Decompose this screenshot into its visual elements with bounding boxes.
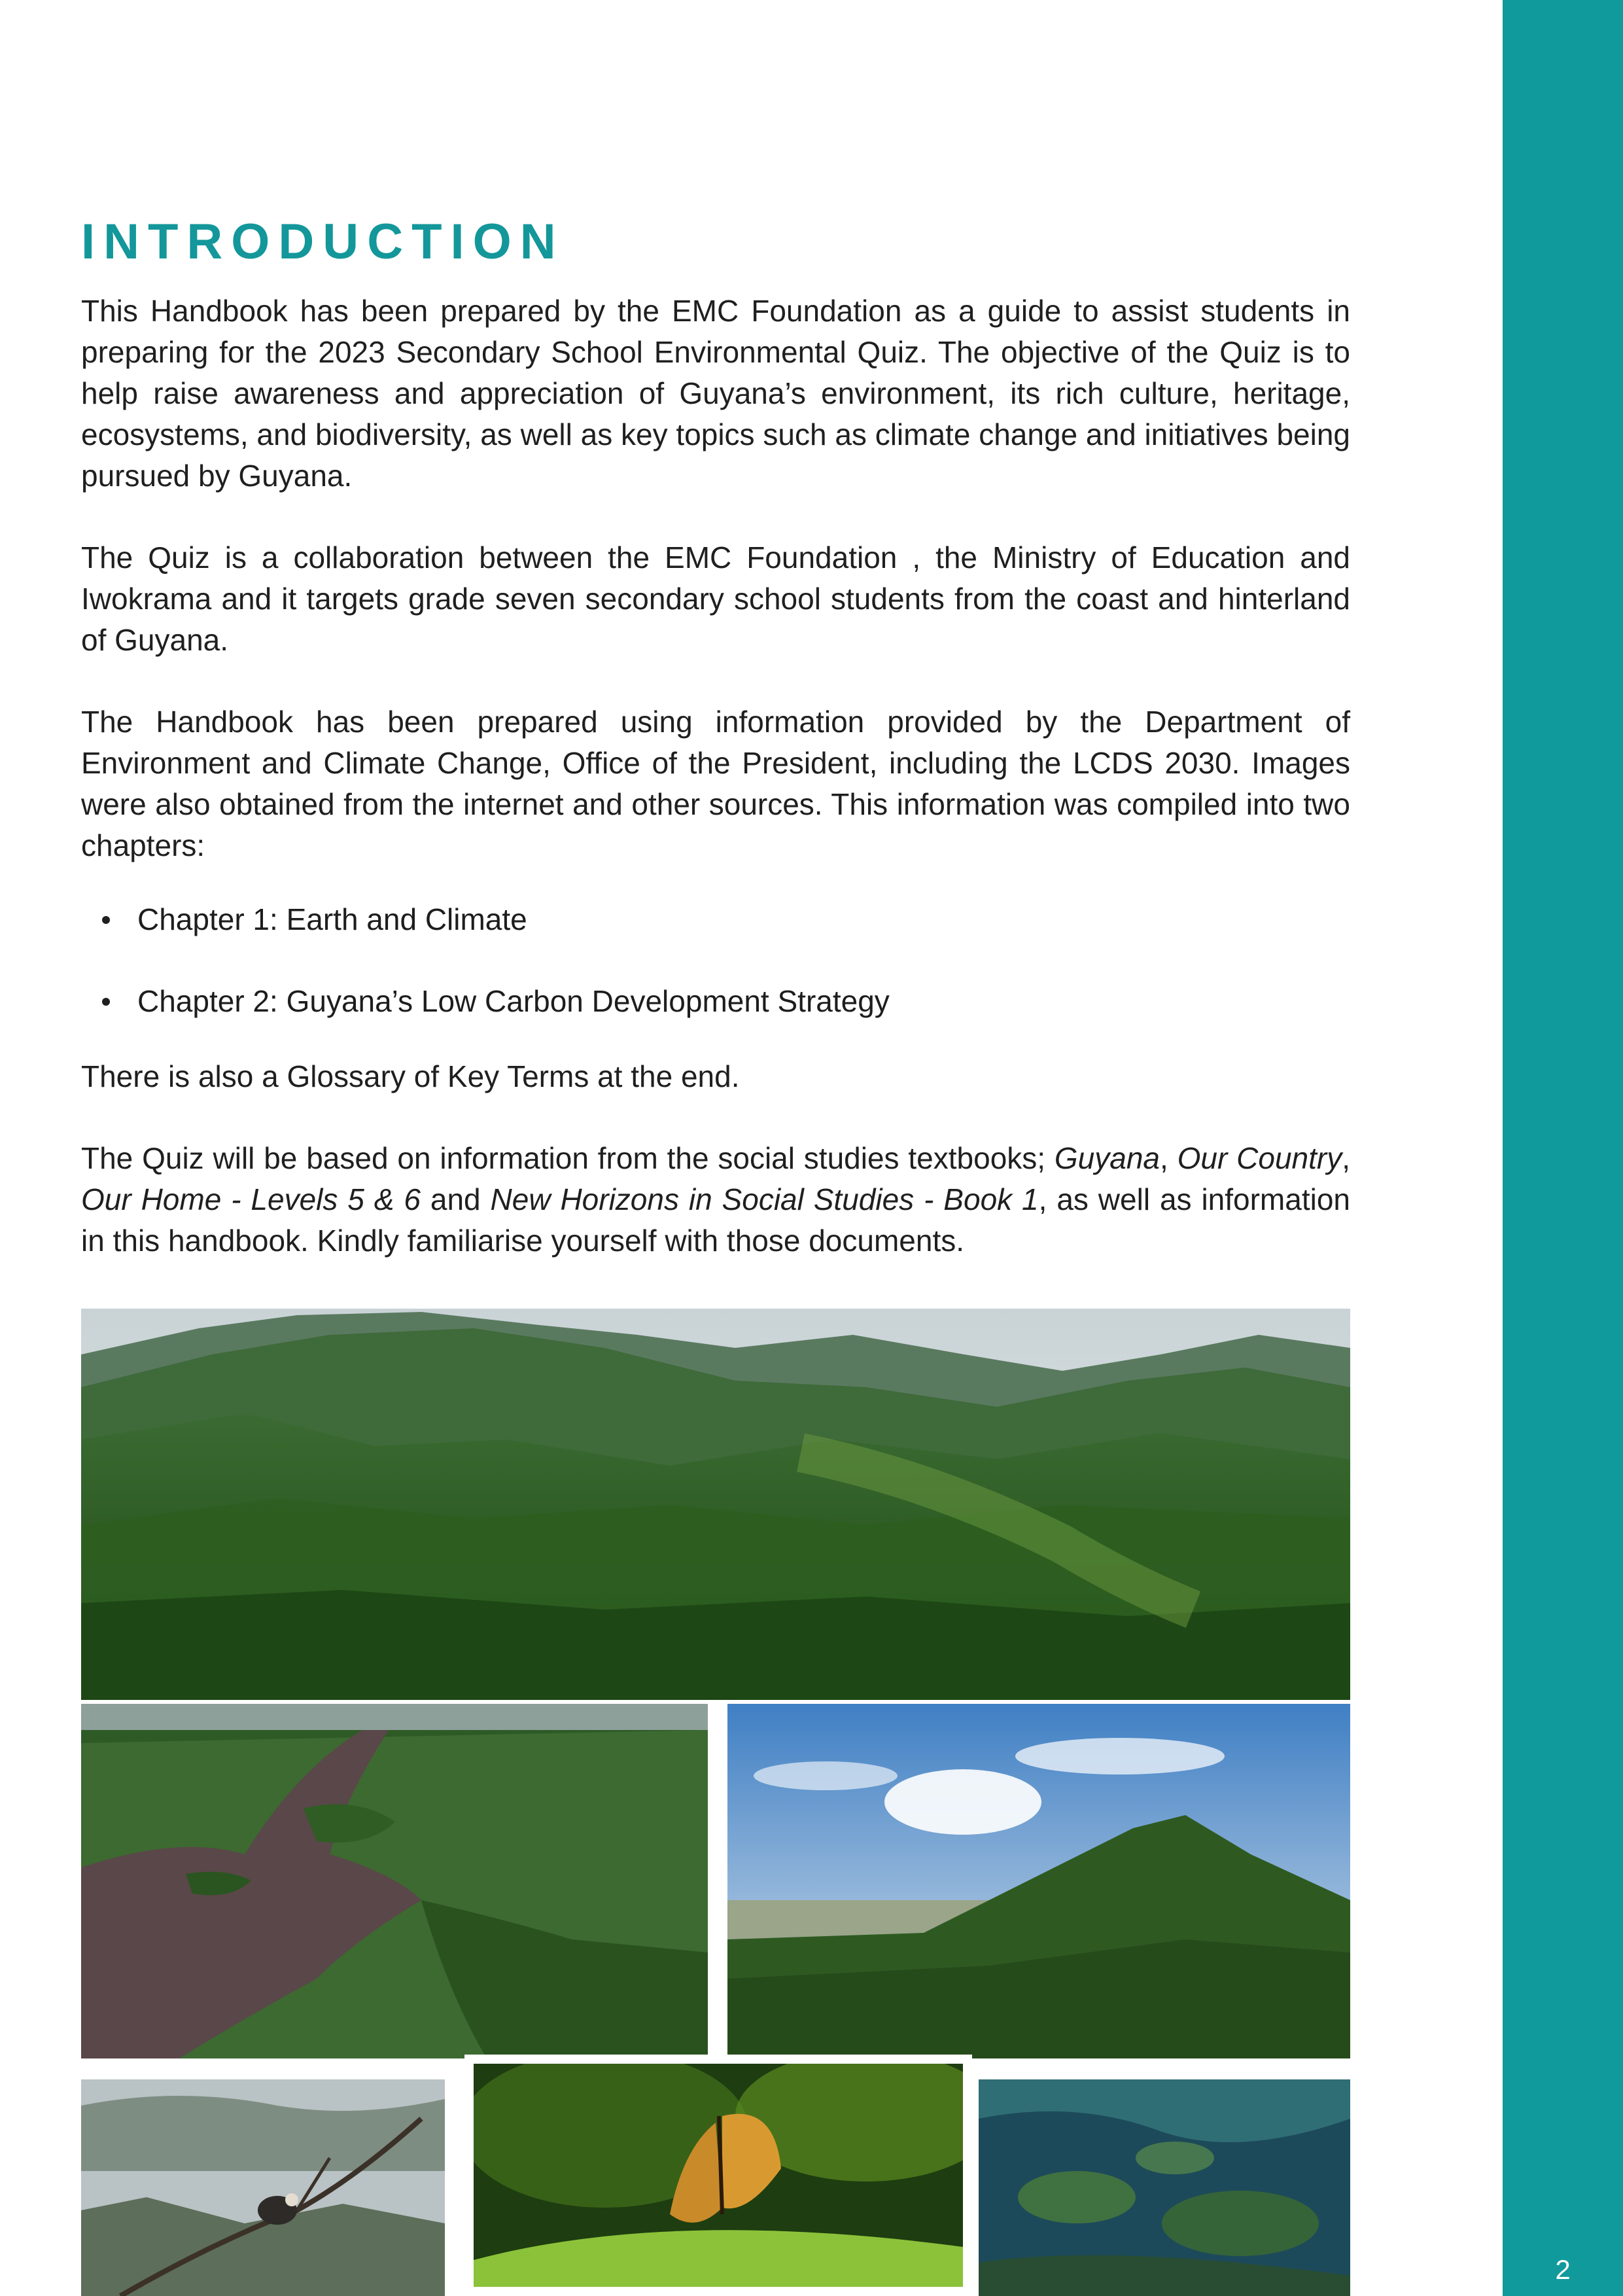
forest-mountains-photo — [81, 1309, 1350, 1700]
textbook-title-guyana: Guyana — [1054, 1141, 1161, 1175]
closing-paragraph — [81, 1138, 1350, 1262]
bird-photo — [81, 2079, 445, 2296]
chapter-list — [81, 899, 1350, 1022]
intro-paragraph-1: This Handbook has been prepared by the EMC Foundation as a guide to assist students in preparing for the 2023 Secondary School Environmental Quiz. The objective of the Quiz is to help raise awareness and appreciation of Guyana’s environment, its rich culture, heritage, ecosystems, and biodiversity, as well as key topics such as climate change and initiatives being pursued by Guyana. — [81, 294, 1350, 493]
closing-text-4: and — [420, 1182, 491, 1216]
wetlands-photo — [979, 2079, 1350, 2296]
mountain-sky-photo — [727, 1704, 1350, 2058]
photo-collage — [81, 1309, 1350, 2296]
page-title: INTRODUCTION — [81, 214, 565, 270]
glossary-note: There is also a Glossary of Key Terms at the end. — [81, 1059, 740, 1093]
closing-text-5: , as well as information in this handbook. Kindly familiarise yourself with those documents. — [81, 1182, 1350, 1258]
closing-text-1: The Quiz will be based on information from the social studies textbooks; — [81, 1141, 1055, 1175]
closing-text-3: , — [1342, 1141, 1351, 1175]
intro-paragraph-2: The Quiz is a collaboration between the EMC Foundation , the Ministry of Education and Iwokrama and it targets grade seven secondary school students from the coast and hinterland of Guyana. — [81, 540, 1350, 657]
textbook-title-new-horizons: New Horizons in Social Studies - Book 1 — [490, 1182, 1039, 1216]
page-number: 2 — [1555, 2254, 1571, 2285]
chapter-list-item-2: Chapter 2: Guyana’s Low Carbon Development Strategy — [81, 981, 1350, 1022]
butterfly-photo — [464, 2055, 972, 2296]
sidebar-accent-bar — [1503, 0, 1623, 2296]
main-content — [81, 209, 1350, 1302]
intro-paragraph-3: The Handbook has been prepared using information provided by the Department of Environment and Climate Change, Office of the President, including the LCDS 2030. Images were also obtained from the internet and other sources. This information was compiled into two chapters: — [81, 705, 1350, 862]
textbook-title-our-country: Our Country — [1177, 1141, 1342, 1175]
chapter-list-item-1: Chapter 1: Earth and Climate — [81, 899, 1350, 940]
textbook-title-our-home: Our Home - Levels 5 & 6 — [81, 1182, 421, 1216]
river-photo — [81, 1704, 708, 2058]
closing-text-2: , — [1160, 1141, 1178, 1175]
